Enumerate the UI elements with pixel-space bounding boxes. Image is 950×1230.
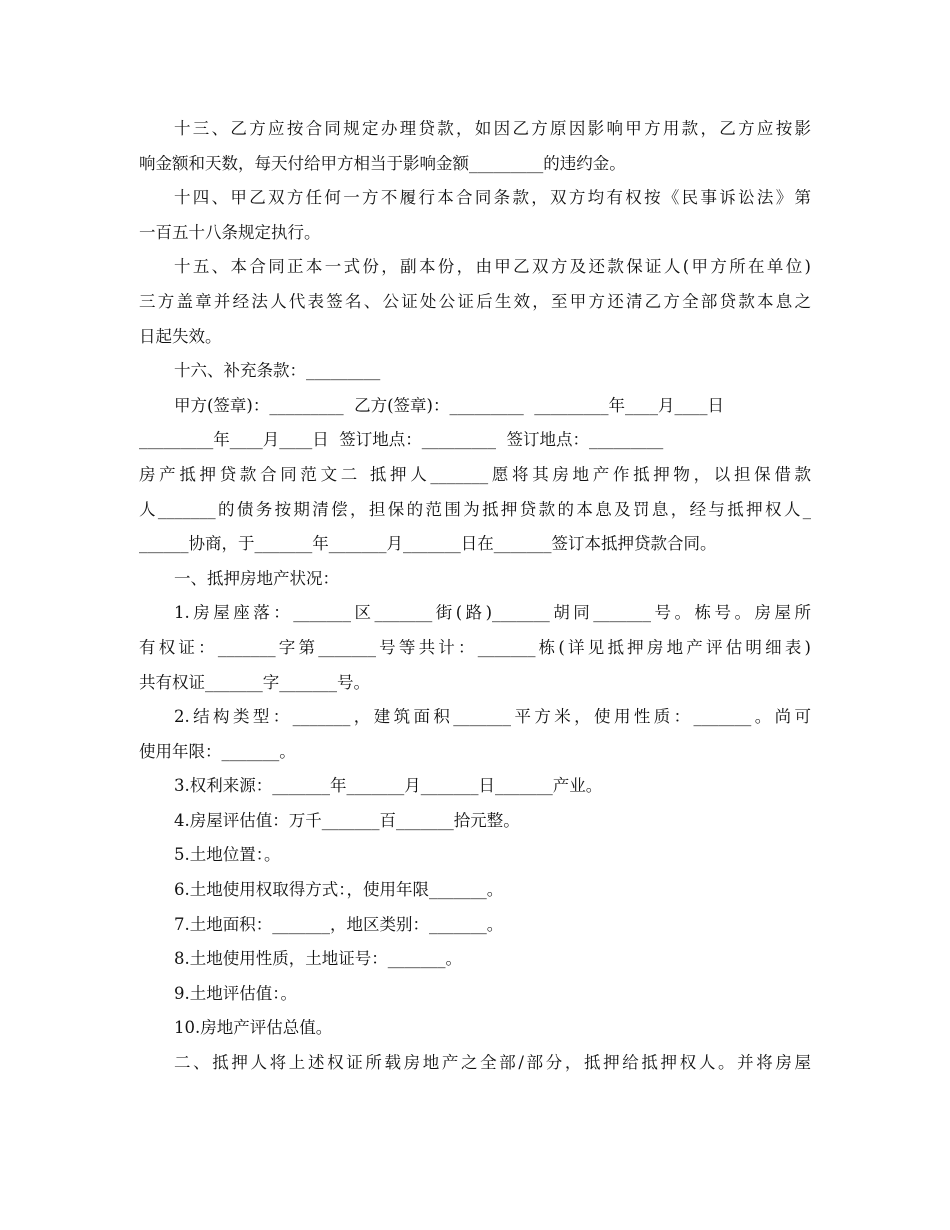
contract-body — [139, 112, 811, 1081]
signature-line: 甲方(签章)：_________ 乙方(签章)：_________ _________年____月____日 — [174, 395, 724, 415]
signature-line: _________年____月____日 签订地点：_________ 签订地点：_________ — [139, 430, 664, 450]
paragraph-line: 十四、甲乙双方任何一方不履行本合同条款，双方均有权按《民事诉讼法》第 — [174, 188, 811, 208]
paragraph-line: 9.土地评估值：。 — [174, 983, 297, 1003]
paragraph-line: ______协商，于_______年_______月_______日在_______签订本抵押贷款合同。 — [139, 534, 717, 554]
paragraph-line: 十三、乙方应按合同规定办理贷款，如因乙方原因影响甲方用款，乙方应按影 — [174, 119, 811, 138]
paragraph-line: 3.权利来源：_______年_______月_______日_______产业。 — [174, 776, 603, 796]
paragraph-line: 7.土地面积：_______，地区类别：_______。 — [174, 914, 504, 934]
paragraph-line: 十六、补充条款：_________ — [174, 361, 381, 381]
paragraph-line: 二、抵押人将上述权证所载房地产之全部/部分，抵押给抵押权人。并将房屋 — [174, 1053, 811, 1073]
paragraph-line: 使用年限：_______。 — [139, 741, 296, 761]
paragraph-line: 5.土地位置：。 — [174, 845, 281, 865]
section-heading: 一、抵押房地产状况： — [174, 568, 339, 588]
paragraph-line: 6.土地使用权取得方式：，使用年限_______。 — [174, 880, 504, 900]
paragraph-line: 共有权证_______字_______号。 — [139, 672, 370, 692]
paragraph-line: 日起失效。 — [139, 326, 222, 346]
paragraph-line: 有权证：_______字第_______号等共计：_______栋(详见抵押房地产评估明细表) — [139, 637, 811, 657]
paragraph-line: 十五、本合同正本一式份，副本份，由甲乙双方及还款保证人(甲方所在单位) — [174, 257, 811, 277]
paragraph-line: 人_______的债务按期清偿，担保的范围为抵押贷款的本息及罚息，经与抵押权人_ — [139, 499, 811, 519]
paragraph-line: 房产抵押贷款合同范文二 抵押人_______愿将其房地产作抵押物，以担保借款 — [139, 464, 811, 484]
paragraph-line: 10.房地产评估总值。 — [174, 1018, 333, 1038]
paragraph-line: 响金额和天数，每天付给甲方相当于影响金额_________的违约金。 — [139, 153, 626, 173]
paragraph-line: 2.结构类型：_______，建筑面积_______平方米，使用性质：_______。尚可 — [174, 707, 811, 727]
paragraph-line: 4.房屋评估值：万千_______百_______拾元整。 — [174, 810, 520, 830]
paragraph-line: 1.房屋座落：_______区_______街(路)_______胡同_______号。栋号。房屋所 — [174, 603, 811, 623]
paragraph-line: 一百五十八条规定执行。 — [139, 222, 321, 242]
paragraph-line: 三方盖章并经法人代表签名、公证处公证后生效，至甲方还清乙方全部贷款本息之 — [139, 291, 811, 311]
paragraph-line: 8.土地使用性质，土地证号：_______。 — [174, 949, 462, 969]
